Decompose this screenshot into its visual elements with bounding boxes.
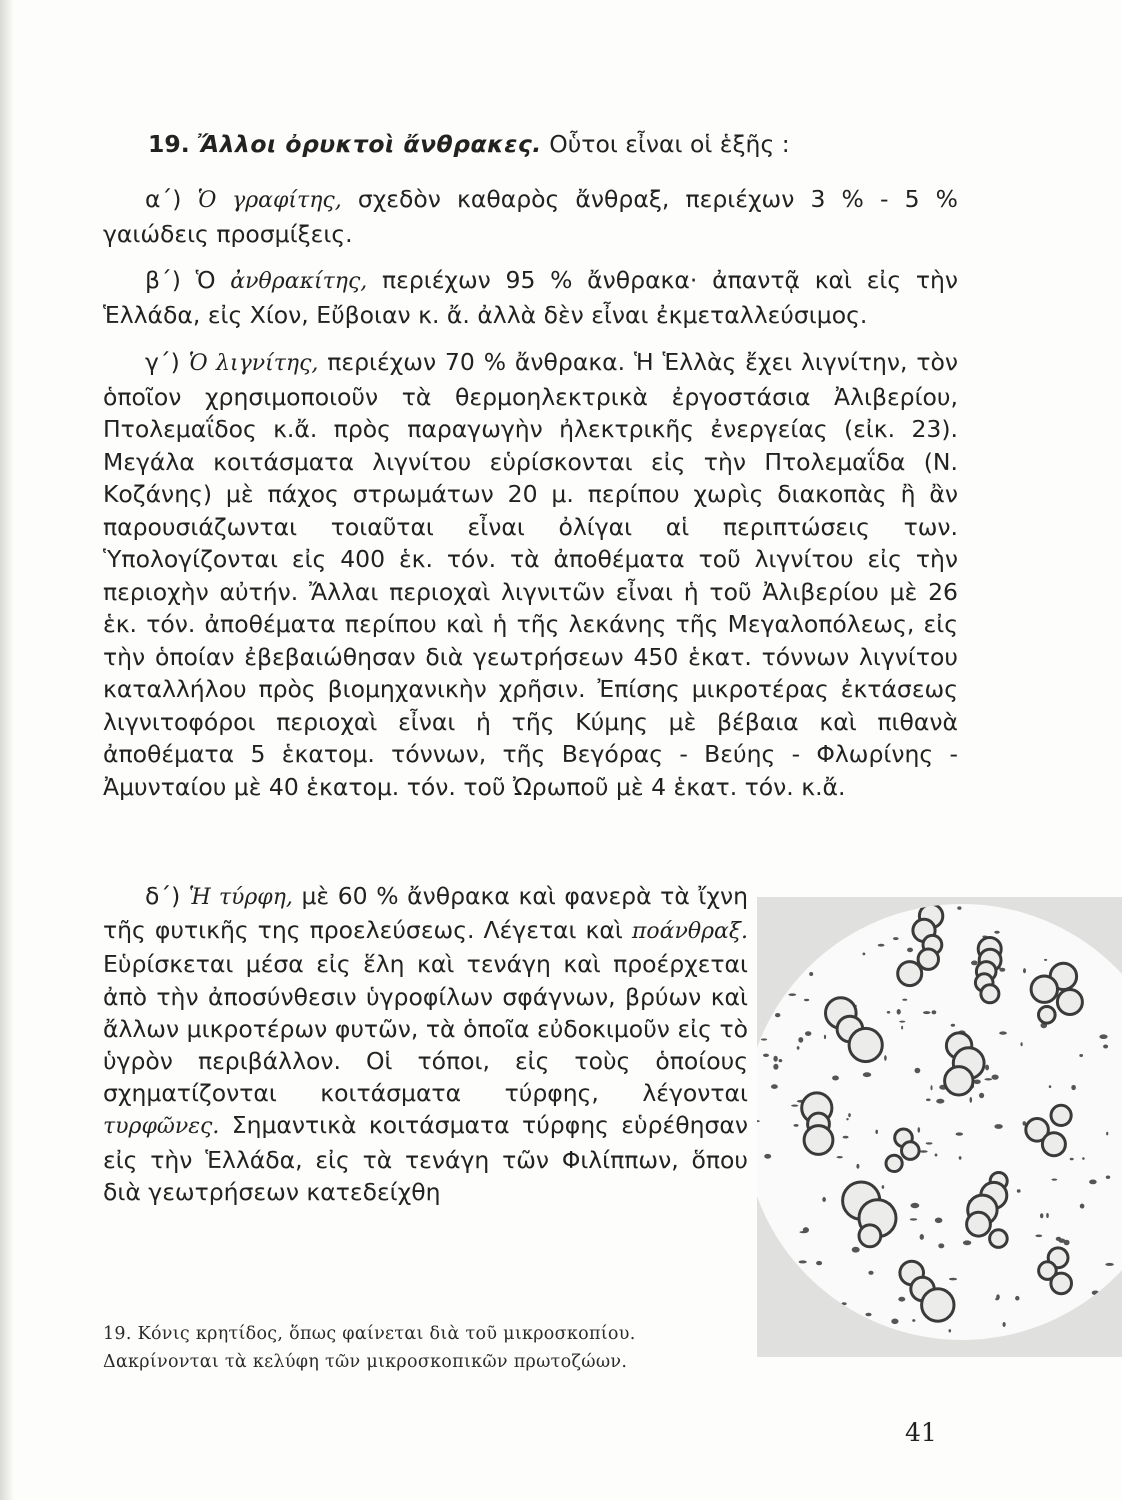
item-marker: γ΄) [145,348,189,376]
speck [959,1156,962,1160]
speck [852,1247,860,1253]
item-text-c: Σημαντικὰ κοιτάσματα τύρφης εὑρέθησαν εἰς τὴν Ἑλλάδα, εἰς τὰ τενάγη τῶν Φιλίππων, ὅπου διὰ γεωτρήσεων κατεδείχθη [103,1111,748,1206]
shell-chamber [918,949,938,969]
shell-chamber [981,985,999,1003]
speck [963,1240,971,1245]
speck [1040,1213,1043,1218]
speck [935,1218,943,1224]
speck [797,1046,800,1050]
speck [931,1085,933,1090]
shell-chamber [990,1230,1008,1248]
speck [901,1026,903,1030]
speck [1089,1180,1097,1185]
speck [763,1054,769,1057]
speck [803,1227,809,1233]
speck [824,1035,826,1039]
speck [957,906,961,909]
speck [1046,1213,1049,1218]
shell-chamber [922,1289,954,1321]
section-title: Ἄλλοι ὀρυκτοὶ ἄνθρακες. [197,130,542,158]
speck [816,1261,822,1265]
speck [775,1013,780,1017]
speck [868,1271,873,1275]
speck [1079,1054,1083,1057]
speck [926,1142,933,1144]
speck [863,1072,871,1077]
speck [970,1097,973,1103]
shell-cluster [802,1093,833,1155]
microscope-figure [757,897,1122,1357]
speck [779,1059,783,1062]
item-marker: δ΄) [145,882,189,910]
speck [1105,1263,1114,1266]
speck [1070,1158,1074,1161]
speck [911,1203,920,1208]
item-anthracite [103,264,958,331]
section-intro: Οὗτοι εἶναι οἱ ἑξῆς : [541,130,790,158]
microscope-image [757,897,1122,1357]
speck [898,1297,905,1302]
speck [798,1037,803,1043]
speck [848,1113,851,1117]
item-text: σχεδὸν καθαρὸς ἄνθραξ, περιέχων 3 % - 5 % γαιώδεις προσμίξεις. [103,185,958,248]
speck [761,1038,767,1040]
item-term: Ἡ τύρφη, [188,885,293,910]
section-number: 19. [148,130,190,158]
page-number: 41 [905,1418,937,1447]
speck [915,1068,921,1074]
speck [891,1319,898,1325]
shell-chamber [849,1028,882,1061]
speck [910,1218,917,1220]
speck [846,1118,848,1120]
speck [902,999,907,1001]
shell-chamber [967,1212,991,1236]
speck [912,1319,915,1322]
speck [822,1197,826,1202]
section-heading [148,128,948,160]
speck [938,1243,944,1248]
speck [1049,1085,1052,1088]
speck [899,1021,905,1023]
item-peat [103,880,748,1208]
shell-chamber [1051,1273,1072,1294]
speck [1080,1204,1085,1209]
speck [951,1024,955,1027]
speck [1044,959,1047,961]
item-term-prefix: Ὁ [195,266,231,294]
speck [1021,1042,1023,1046]
speck [865,1313,871,1317]
speck [1059,1239,1066,1243]
speck [878,944,885,947]
caption-line-1: 19. Κόνις κρητίδος, ὅπως φαίνεται διὰ τοῦ μικροσκοπίου. [103,1324,636,1344]
speck [791,1105,798,1107]
item-text-b: Εὑρίσκεται μέσα εἰς ἕλη καὶ τενάγη καὶ προέρχεται ἀπὸ τὴν ἀποσύνθεσιν ὑγροφίλων σφάγνων, βρύων καὶ ἄλλων μικροτέρων φυτῶν, τὰ ὁποῖα εὐδοκιμοῦν εἰς τὸ ὑγρὸν περιβάλλον. Οἱ τόποι, εἰς τοὺς ὁποίους σχηματίζονται κοιτάσματα τύρφης, λέγονται [103,950,748,1108]
speck [1106,1132,1108,1136]
item-text: περιέχων 70 % ἄνθρακα. Ἡ Ἑλλὰς ἔχει λιγνίτην, τὸν ὁποῖον χρησιμοποιοῦν τὰ θερμοηλεκτρικὰ ἐργοστάσια Ἀλιβερίου, Πτολεμαΐδος κ.ἄ. πρὸς παραγωγὴν ἠλεκτρικῆς ἐνεργείας (εἰκ. 23). Μεγάλα κοιτάσματα λιγνίτου εὑρίσκονται εἰς τὴν Πτολεμαΐδα (Ν. Κοζάνης) μὲ πάχος στρωμάτων 20 μ. περίπου χωρὶς διακοπὰς ἢ ἂν παρουσιάζωνται τοιαῦται εἶναι ὀλίγαι αἱ περιπτώσεις των. Ὑπολογίζονται εἰς 400 ἑκ. τόν. τὰ ἀποθέματα τοῦ λιγνίτου εἰς τὴν περιοχὴν αὐτήν. Ἄλλαι περιοχαὶ λιγνιτῶν εἶναι ἡ τοῦ Ἀλιβερίου μὲ 26 ἑκ. τόν. ἀποθέματα περίπου καὶ ἡ τῆς λεκάνης τῆς Μεγαλοπόλεως, εἰς τὴν ὁποίαν ἐβεβαιώθησαν διὰ γεωτρήσεων 450 ἑκατ. τόννων λιγνίτου καταλλήλου πρὸς βιομηχανικὴν χρῆσιν. Ἐπίσης μικροτέρας ἐκτάσεως λιγνιτοφόροι περιοχαὶ εἶναι ἡ τῆς Κύμης μὲ βέβαια καὶ πιθανὰ ἀποθέματα 5 ἑκατομ. τόννων, τῆς Βεγόρας - Βεύης - Φλωρίνης - Ἀμυνταίου μὲ 40 ἑκατομ. τόν. τοῦ Ὠρωποῦ μὲ 4 ἑκατ. τόν. κ.ἄ. [103,348,958,801]
speck [936,1099,944,1104]
speck [923,1011,930,1014]
speck [897,1009,901,1015]
speck [992,1075,999,1080]
speck [805,1031,811,1036]
shell-chamber [945,1067,973,1095]
item-term-b: ποάνθραξ. [631,919,748,945]
speck [949,1278,957,1281]
speck [1003,1322,1006,1327]
speck [856,1164,859,1169]
speck [956,1132,963,1135]
speck [884,1055,887,1061]
speck [1015,1296,1019,1301]
speck [832,1076,839,1081]
item-text-a: μὲ 60 % ἄνθρακα καὶ φανερὰ τὰ ἴχνη τῆς φυτικῆς της προελεύσεως. Λέγεται καὶ [103,882,748,945]
speck [918,1127,921,1133]
item-term: Ὁ γραφίτης, [197,188,342,213]
shell-chamber [902,1142,920,1160]
speck [804,999,809,1001]
shell-chamber [1031,976,1057,1002]
speck [985,1065,989,1071]
shell-chamber [1051,1105,1071,1125]
speck [1023,968,1026,973]
speck [1103,1045,1108,1049]
shell-chamber [886,1155,902,1171]
speck [799,1260,807,1263]
shell-chamber [1039,1007,1056,1024]
speck [1071,1085,1076,1090]
speck [773,1064,778,1070]
speck [999,1031,1007,1034]
speck [949,1329,952,1332]
shell-chamber [859,1225,881,1247]
item-marker: β΄) [145,266,196,294]
shell-chamber [1057,990,1082,1015]
speck [789,993,797,996]
speck [920,1234,924,1240]
speck [1106,1176,1110,1179]
item-term: ἀνθρακίτης, [230,269,368,294]
speck [994,931,999,934]
speck [979,1093,984,1098]
speck [875,1130,878,1134]
shell-chamber [898,962,922,986]
speck [1082,1157,1085,1160]
item-graphite [103,183,958,250]
speck [882,1185,885,1189]
item-term-c: τυρφῶνες. [103,1114,220,1140]
speck [935,1154,938,1157]
speck [971,961,978,966]
speck [794,1124,799,1127]
speck [1051,1179,1057,1181]
speck [995,1298,999,1301]
speck [843,1136,849,1139]
speck [984,1078,992,1080]
item-lignite [103,346,958,803]
speck [887,1011,891,1014]
speck [837,1156,843,1158]
speck [973,1080,980,1085]
item-term: Ὁ λιγνίτης, [188,351,319,376]
speck [764,1154,771,1159]
speck [994,1124,1002,1129]
speck [1099,1034,1107,1039]
speck [809,972,813,976]
speck [773,1056,777,1062]
speck [771,1084,778,1089]
speck [926,1099,931,1102]
figure-caption [103,1320,753,1376]
shell-chamber [804,1126,833,1155]
caption-line-2: Δακρίνονται τὰ κελύφη τῶν μικροσκοπικῶν πρωτοζώων. [103,1352,628,1372]
speck [932,1010,937,1014]
speck [863,953,866,956]
speck [893,937,899,940]
item-text: περιέχων 95 % ἄνθρακα· ἀπαντᾷ καὶ εἰς τὴν Ἑλλάδα, εἰς Χίον, Εὔβοιαν κ. ἄ. ἀλλὰ δὲν εἶναι ἐκμεταλλεύσιμος. [103,266,959,329]
speck [1017,1189,1021,1192]
speck [1035,1235,1042,1238]
speck [907,948,913,953]
item-marker: α΄) [145,185,198,213]
shell-chamber [1042,1133,1065,1156]
